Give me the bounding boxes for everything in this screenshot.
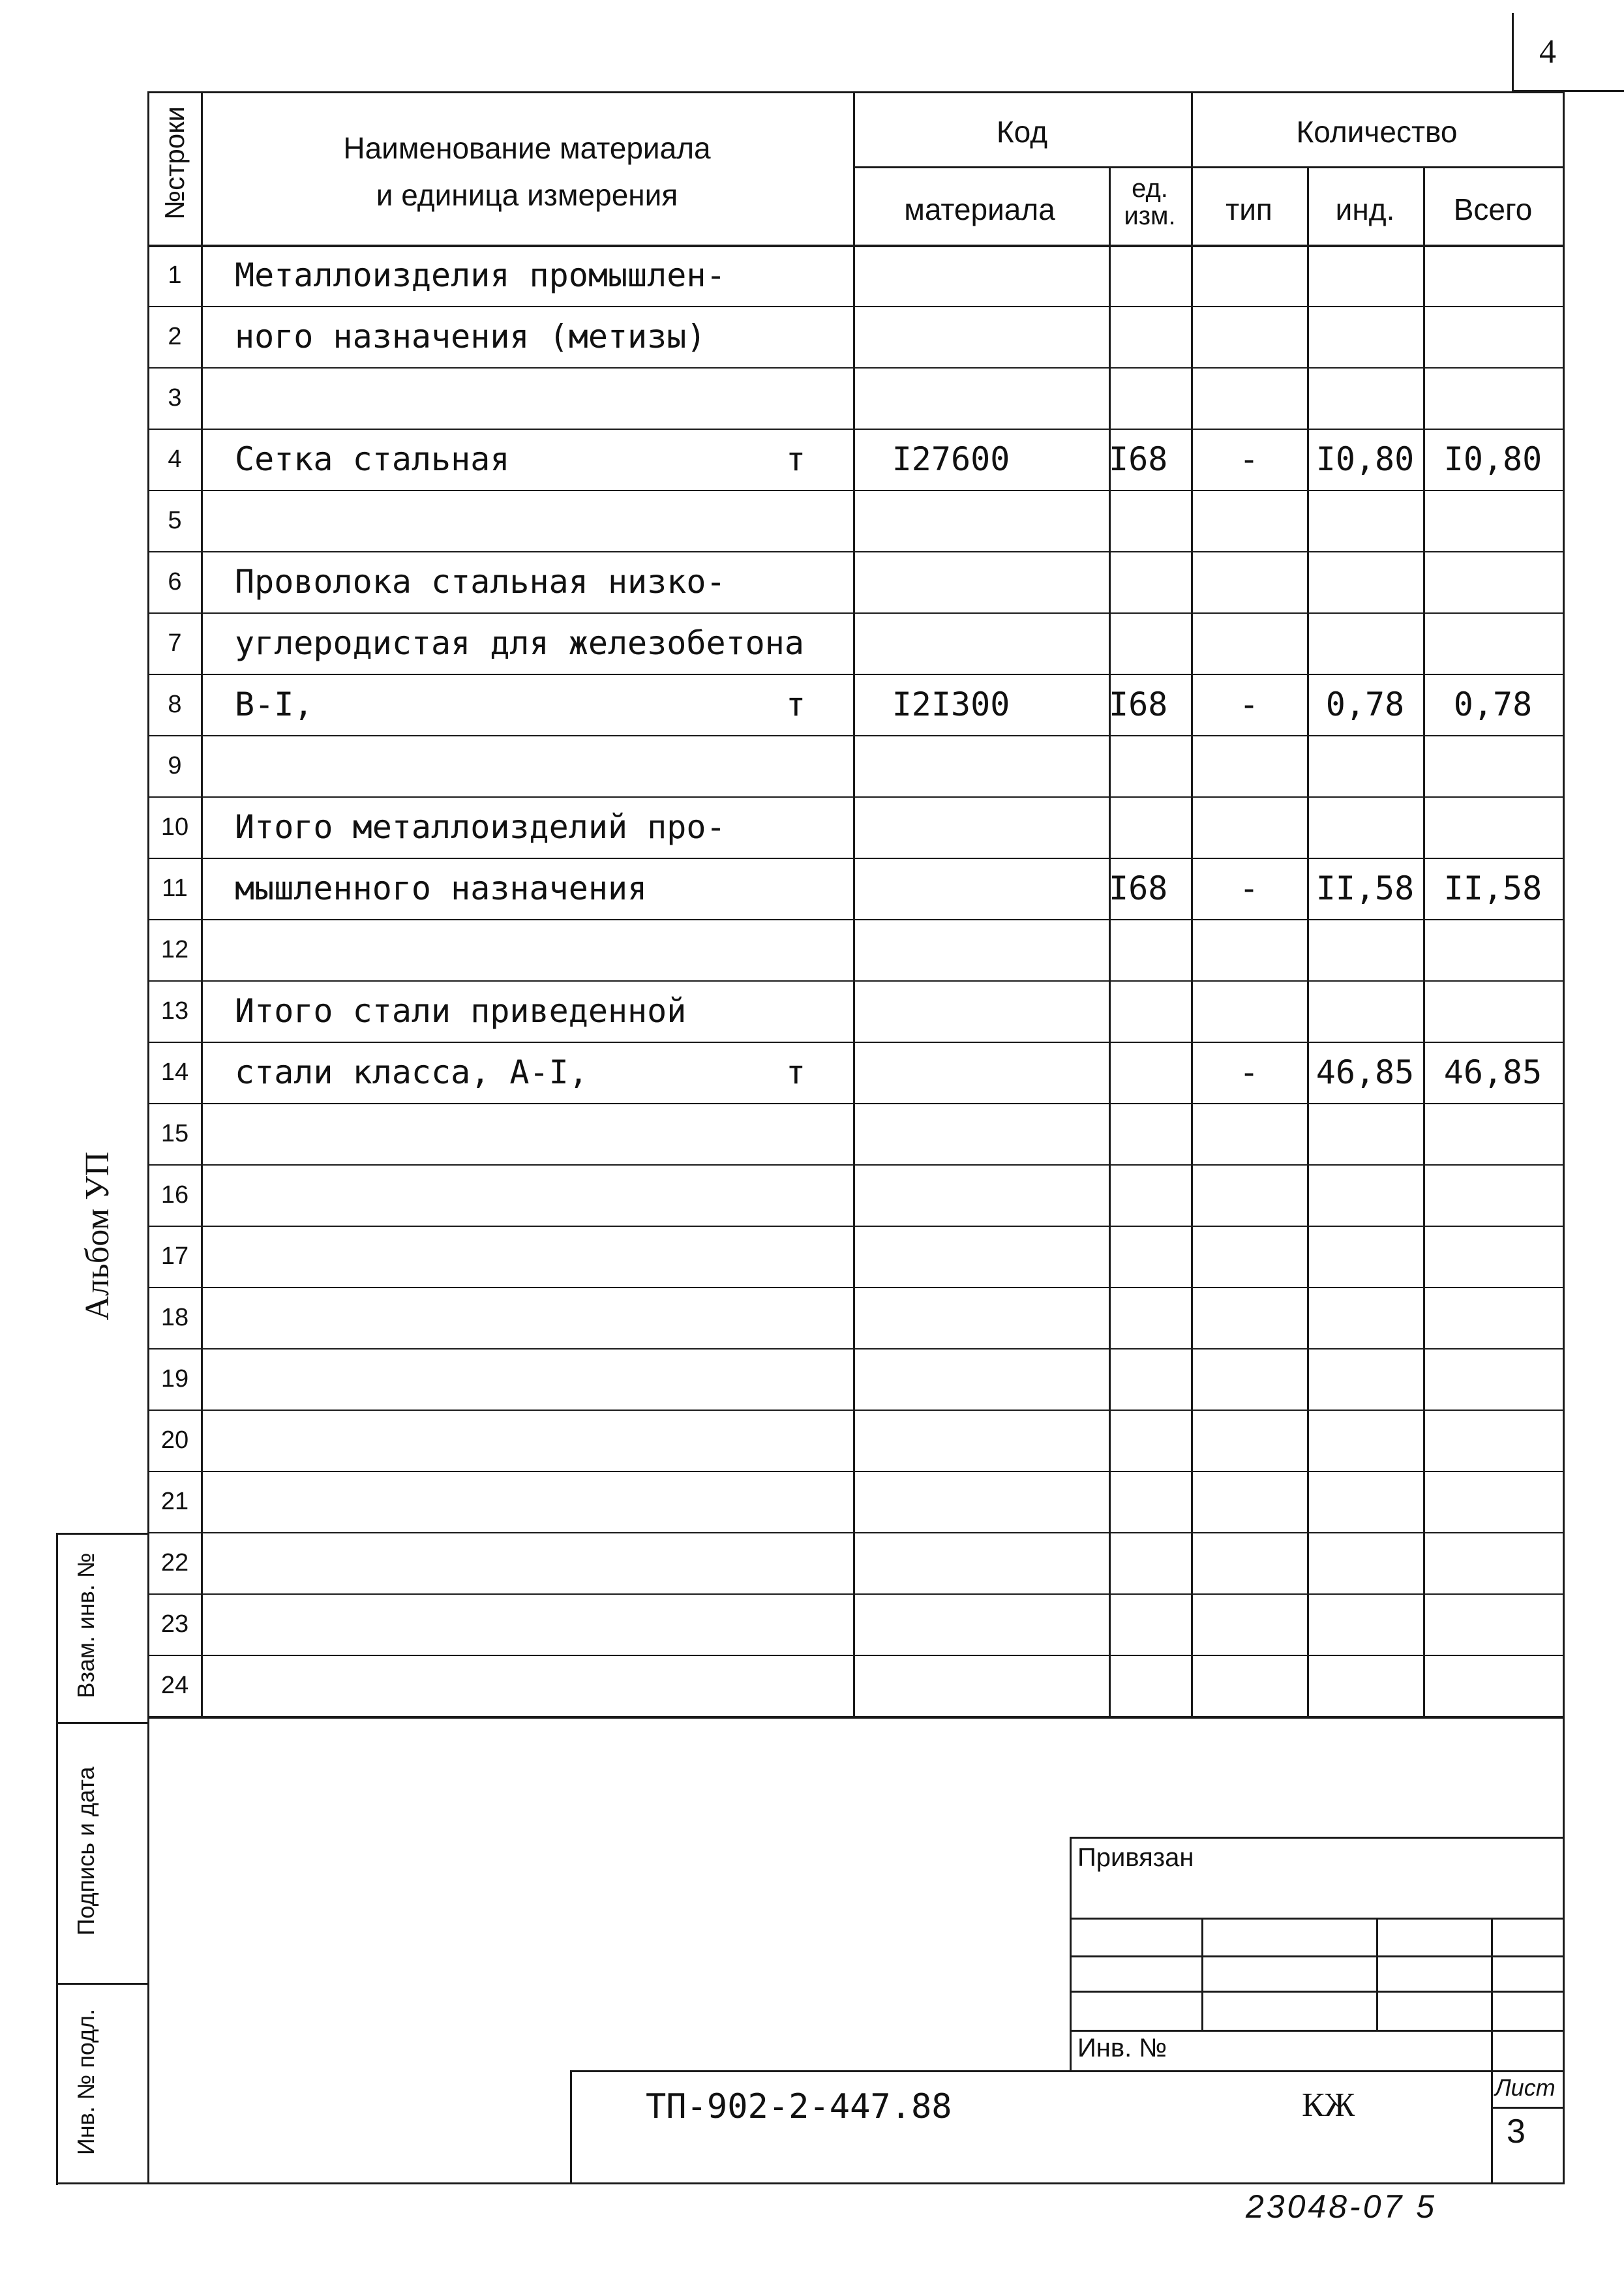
row-number: 21 [160,1488,189,1515]
mark-kzh: КЖ [1302,2087,1355,2124]
row-name: мышленного назначения [235,869,648,907]
row-number: 16 [160,1181,189,1209]
album-label: Альбом УП [79,1151,116,1321]
podpis-label: Подпись и дата [72,1766,99,1936]
page-number-box-left [1512,13,1514,91]
frame-lower-left [147,1718,149,2184]
header-code-material: материала [904,192,1055,226]
row-code: I2I300 [892,686,1010,723]
stamp-line-b [1070,1955,1563,1957]
frame-lower-right [1563,1718,1565,2184]
stamp-privyazan-top [1070,1837,1563,1839]
vzam-label: Взам. инв. № [72,1552,99,1698]
table-bottom [147,1716,1565,1719]
stamp-line-d [1070,2030,1563,2032]
row-line-8 [147,735,1565,736]
side-box-div3 [56,1983,147,1985]
row-line-19 [147,1410,1565,1411]
table-vline-7 [1563,91,1565,1718]
stamp-privyazan: Привязан [1077,1843,1194,1872]
row-total: 0,78 [1453,686,1533,723]
row-line-14 [147,1103,1565,1104]
row-name: Металлоизделия промышлен- [235,256,726,294]
row-number: 4 [168,445,182,473]
row-tip: - [1239,1053,1259,1091]
stamp-vline-2 [1376,1918,1378,2030]
row-tip: - [1239,440,1259,478]
row-number: 3 [168,384,182,412]
header-name-line1: Наименование материала [343,131,711,165]
bottom-handwritten-note: 23048-07 5 [1246,2188,1437,2225]
row-ed: I68 [1109,869,1168,907]
row-number: 2 [168,323,182,350]
row-unit: т [785,686,806,723]
row-number: 8 [168,691,182,718]
row-number: 14 [160,1059,189,1086]
row-ind: II,58 [1316,869,1415,907]
stamp-inv-no: Инв. № [1077,2034,1167,2062]
row-name: Итого металлоизделий про- [235,808,726,846]
row-line-23 [147,1655,1565,1656]
row-total: 46,85 [1443,1053,1542,1091]
row-name: Проволока стальная низко- [235,563,726,601]
row-name: Итого стали приведенной [235,992,687,1030]
row-line-17 [147,1287,1565,1288]
row-number: 5 [168,507,182,534]
row-name: углеродистая для железобетона [235,624,804,662]
stamp-line-a [1070,1918,1563,1920]
row-total: II,58 [1443,869,1542,907]
header-row-no: №строки [159,106,190,220]
row-number: 23 [160,1610,189,1638]
sheet-label: Лист [1495,2074,1556,2101]
row-number: 15 [160,1120,189,1147]
row-line-21 [147,1532,1565,1533]
row-number: 22 [160,1549,189,1576]
row-number: 24 [160,1672,189,1699]
header-sub-line [853,166,1565,168]
row-ind: 0,78 [1325,686,1405,723]
row-tip: - [1239,686,1259,723]
row-number: 17 [160,1243,189,1270]
row-number: 6 [168,568,182,596]
row-line-2 [147,367,1565,369]
table-vline-3 [1109,166,1111,1716]
stamp-vline-3 [1491,1918,1493,2072]
title-block-sheet-div [1491,2107,1563,2109]
header-qty-ind: инд. [1335,192,1395,226]
row-number: 20 [160,1426,189,1454]
row-tip: - [1239,869,1259,907]
header-qty-type: тип [1226,192,1272,226]
row-line-4 [147,490,1565,491]
row-number: 18 [160,1304,189,1331]
designation: ТП-902-2-447.88 [646,2087,952,2126]
row-name: Сетка стальная [235,440,510,478]
row-ed: I68 [1109,686,1168,723]
side-box-left [56,1533,58,2185]
row-ind: I0,80 [1316,440,1415,478]
side-box-div2 [56,1722,147,1724]
row-unit: т [785,440,806,478]
stamp-vline-1 [1201,1918,1203,2030]
row-line-15 [147,1164,1565,1166]
header-code: Код [996,115,1048,149]
row-number: 9 [168,752,182,779]
row-name: ного назначения (метизы) [235,318,706,355]
row-name: стали класса, А-I, [235,1053,588,1091]
row-ed: I68 [1109,440,1168,478]
header-code-unit: ед. изм. [1124,174,1176,230]
row-line-20 [147,1471,1565,1472]
row-line-16 [147,1226,1565,1227]
title-block-top [570,2070,1563,2072]
row-number: 11 [162,875,188,902]
table-vline-6 [1423,166,1425,1716]
stamp-privyazan-left [1070,1837,1072,2072]
header-qty-total: Всего [1453,192,1533,226]
page-number: 4 [1539,33,1556,70]
header-name-line2: и единица измерения [376,178,678,212]
row-number: 10 [160,813,189,841]
table-vline-5 [1307,166,1309,1716]
row-line-18 [147,1348,1565,1350]
header-quantity: Количество [1296,115,1458,149]
inv-podl-label: Инв. № подл. [72,2008,99,2156]
table-vline-2 [853,91,855,1718]
row-number: 1 [168,262,182,289]
sheet-number: 3 [1507,2113,1526,2150]
row-code: I27600 [892,440,1010,478]
row-number: 12 [160,936,189,963]
stamp-line-c [1070,1991,1563,1993]
table-top [147,91,1565,93]
frame-bottom [56,2182,1565,2184]
title-block-left [570,2070,572,2184]
title-block-sheet-left [1491,2070,1493,2184]
row-unit: т [785,1053,806,1091]
row-line-22 [147,1593,1565,1595]
row-number: 19 [160,1365,189,1393]
row-ind: 46,85 [1316,1053,1415,1091]
row-number: 7 [168,629,182,657]
row-line-11 [147,919,1565,920]
table-vline-1 [201,91,203,1718]
row-number: 13 [160,997,189,1025]
row-total: I0,80 [1443,440,1542,478]
row-name: В-I, [235,686,314,723]
